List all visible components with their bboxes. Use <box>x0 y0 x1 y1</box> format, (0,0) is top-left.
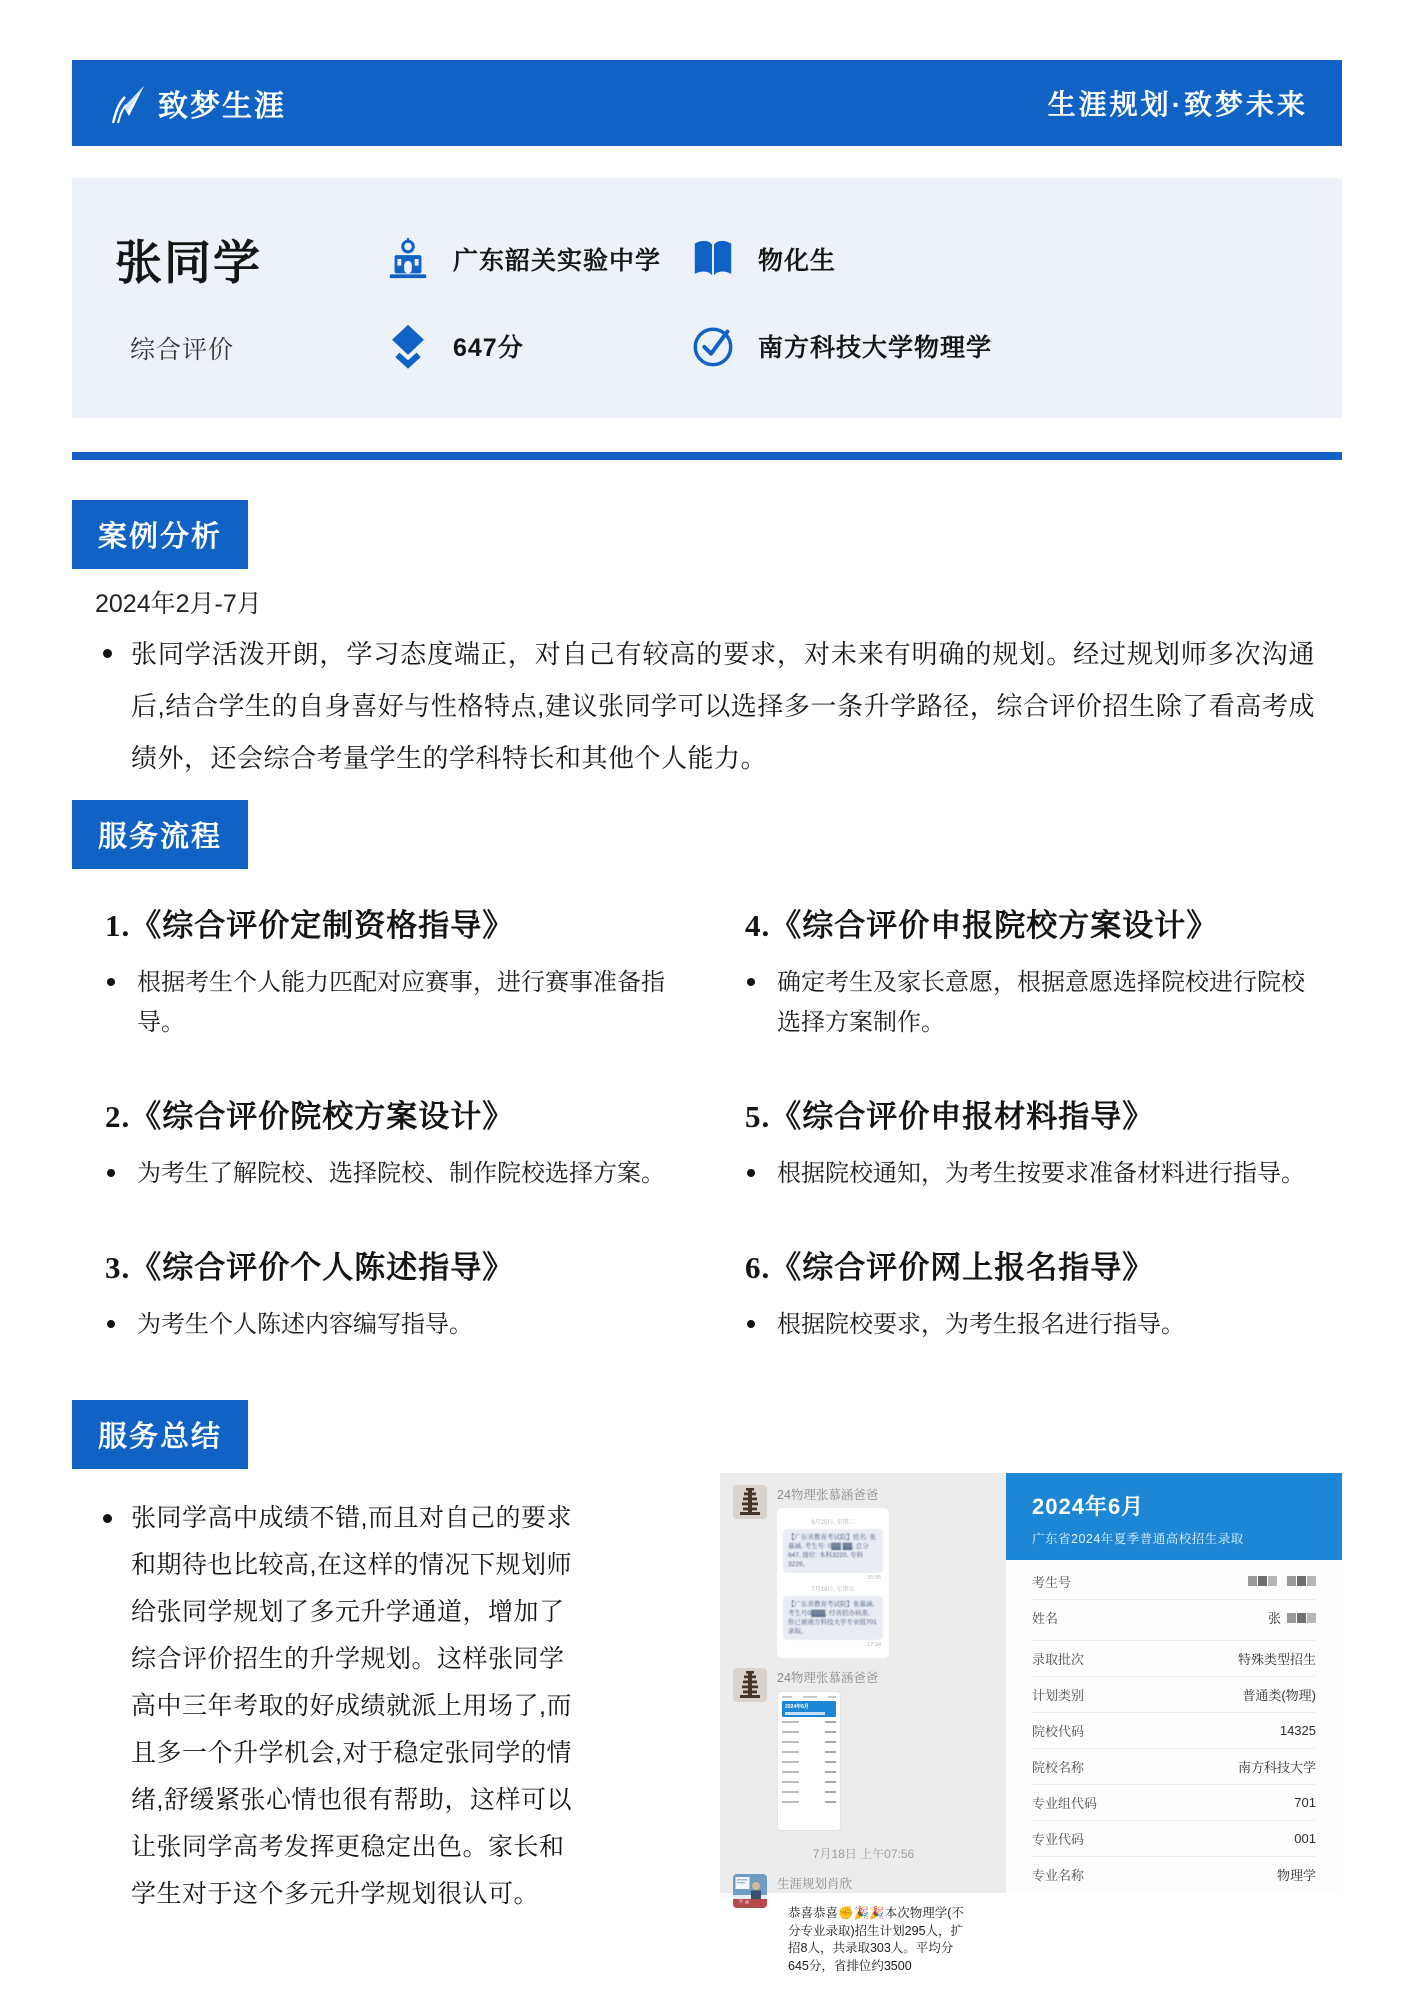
mini-row <box>782 1761 836 1764</box>
censored-value <box>1287 1576 1316 1586</box>
service-title: 4.《综合评价申报院校方案设计》 <box>745 908 1219 943</box>
service-title: 2.《综合评价院校方案设计》 <box>105 1099 515 1134</box>
mini-row <box>782 1741 836 1744</box>
bullet-dot <box>107 978 115 986</box>
row-value: 南方科技大学 <box>1237 1760 1316 1775</box>
mini-row <box>782 1791 836 1794</box>
admission-card-header <box>1006 1473 1342 1560</box>
bullet-dot <box>103 649 112 658</box>
service-desc-text: 根据院校要求，为考生报名进行指导。 <box>777 1311 1185 1338</box>
service-desc-text: 确定考生及家长意愿，根据意愿选择院校进行院校选择方案制作。 <box>777 969 1305 1036</box>
admission-month: 2024年6月 <box>1032 1494 1145 1519</box>
admission-record-card <box>1006 1473 1342 1893</box>
row-label: 院校代码 <box>1032 1724 1085 1739</box>
student-school: 广东韶关实验中学 <box>453 247 662 275</box>
service-item <box>95 1242 695 1345</box>
row-value: 普通类(物理) <box>1242 1688 1316 1703</box>
service-desc <box>95 1305 695 1345</box>
row-label: 专业组代码 <box>1032 1796 1098 1811</box>
score-badge-icon <box>385 323 431 369</box>
row-value: 张 <box>1268 1608 1316 1627</box>
service-title: 1.《综合评价定制资格指导》 <box>105 908 515 943</box>
row-value: 14325 <box>1279 1723 1316 1738</box>
table-row <box>1032 1676 1316 1712</box>
wechat-screenshot-panel <box>720 1473 1006 1973</box>
row-label: 录取批次 <box>1032 1652 1085 1667</box>
student-info-card <box>72 178 1342 418</box>
service-list <box>95 900 1345 1393</box>
case-analysis-paragraph <box>103 628 1315 784</box>
planner-avatar <box>733 1874 767 1908</box>
service-desc-text: 为考生个人陈述内容编写指导。 <box>137 1311 473 1338</box>
mini-banner <box>782 1701 836 1717</box>
section-heading-summary: 服务总结 <box>72 1400 248 1469</box>
info-item-school <box>385 233 661 285</box>
chat-bubble: 【广东省教育考试院】姓名: 张慕涵, 考生号: 0▓▓ ▓▓, 总分647, 排位: 本科3220, 专科3229。 <box>783 1529 883 1573</box>
bullet-dot <box>747 978 755 986</box>
mini-banner-subtitle <box>785 1712 825 1715</box>
section-heading-analysis: 案例分析 <box>72 500 248 569</box>
section-heading-process: 服务流程 <box>72 800 248 869</box>
student-track: 综合评价 <box>130 336 235 364</box>
bullet-dot <box>103 1514 112 1523</box>
chat-shot-card <box>777 1508 889 1658</box>
student-admission: 南方科技大学物理学 <box>758 334 993 362</box>
chat-date: 6月25日, 星期二 <box>811 1520 855 1526</box>
chat-date: 7月19日, 星期五 <box>811 1587 855 1593</box>
chat-contact-name: 24物理张慕涵爸爸 <box>777 1488 879 1502</box>
chat-bubble-time: 15:35 <box>867 1575 881 1581</box>
brand-name: 致梦生涯 <box>158 90 286 123</box>
service-desc <box>735 1154 1345 1194</box>
row-value <box>1242 1576 1316 1586</box>
mini-row <box>782 1751 836 1754</box>
school-icon <box>385 236 431 282</box>
service-desc <box>735 1305 1345 1345</box>
service-desc <box>735 963 1345 1043</box>
admission-mini-screenshot <box>777 1691 841 1831</box>
bullet-dot <box>107 1320 115 1328</box>
row-label: 专业名称 <box>1032 1868 1085 1883</box>
chat-message-group-1 <box>733 1485 994 1658</box>
info-item-admission <box>690 320 992 372</box>
row-label: 专业代码 <box>1032 1832 1085 1847</box>
chat-message-group-3 <box>733 1874 994 1983</box>
student-subjects: 物化生 <box>758 247 837 275</box>
check-circle-icon <box>690 323 736 369</box>
chat-bubble: 【广东省教育考试院】张慕涵, 考生号0▓▓▓, 经省招办核准, 你已被南方科技大学专业组701录取。 <box>783 1596 883 1640</box>
row-label: 姓名 <box>1032 1611 1059 1626</box>
table-row <box>1032 1748 1316 1784</box>
chat-timestamp: 7月18日 上午07:56 <box>812 1847 915 1861</box>
paper-plane-icon <box>106 81 150 125</box>
brand-logo <box>106 81 286 125</box>
table-row <box>1032 1856 1316 1892</box>
brand-slogan: 生涯规划·致梦未来 <box>1047 89 1308 120</box>
censored-value <box>1248 1576 1277 1586</box>
service-item <box>735 1242 1345 1345</box>
info-item-score <box>385 320 524 372</box>
service-item <box>735 1091 1345 1194</box>
congrats-message: 恭喜恭喜✊🎉🎉本次物理学(不分专业录取)招生计划295人，扩招8人，共录取303人。平均分645分，省排位约3500 <box>777 1897 983 1983</box>
blue-divider <box>72 452 1342 460</box>
table-row <box>1032 1599 1316 1635</box>
bullet-dot <box>107 1169 115 1177</box>
pagoda-avatar <box>733 1668 767 1702</box>
mini-row <box>782 1731 836 1734</box>
mini-row <box>782 1721 836 1724</box>
service-item <box>95 900 695 1043</box>
service-desc-text: 为考生了解院校、选择院校、制作院校选择方案。 <box>137 1160 665 1187</box>
case-analysis-text: 张同学活泼开朗，学习态度端正，对自己有较高的要求，对未来有明确的规划。经过规划师多次沟通后,结合学生的自身喜好与性格特点,建议张同学可以选择多一条升学路径，综合评价招生除了看高考成绩外，还会综合考量学生的学科特长和其他个人能力。 <box>131 639 1315 773</box>
row-value: 物理学 <box>1276 1868 1316 1883</box>
pagoda-avatar <box>733 1485 767 1519</box>
service-desc-text: 根据院校通知，为考生按要求准备材料进行指导。 <box>777 1160 1305 1187</box>
service-desc <box>95 963 695 1043</box>
summary-text: 张同学高中成绩不错,而且对自己的要求和期待也比较高,在这样的情况下规划师给张同学规划了多元升学通道，增加了综合评价招生的升学规划。这样张同学高中三年考取的好成绩就派上用场了,而且多一个升学机会,对于稳定张同学的情绪,舒缓紧张心情也很有帮助，这样可以让张同学高考发挥更稳定出色。家长和学生对于这个多元升学规划很认可。 <box>131 1504 572 1908</box>
row-label: 计划类别 <box>1032 1688 1085 1703</box>
row-label: 院校名称 <box>1032 1760 1085 1775</box>
mini-statusbar <box>782 1696 836 1698</box>
mini-row <box>782 1781 836 1784</box>
table-row <box>1032 1784 1316 1820</box>
row-value: 特殊类型招生 <box>1237 1652 1316 1667</box>
row-label: 考生号 <box>1032 1574 1072 1590</box>
admission-subtitle: 广东省2024年夏季普通高校招生录取 <box>1032 1532 1244 1546</box>
admission-rows <box>1006 1560 1342 1892</box>
summary-paragraph <box>103 1495 575 1918</box>
service-item <box>95 1091 695 1194</box>
chat-contact-name: 24物理张慕涵爸爸 <box>777 1671 879 1685</box>
mini-row <box>782 1771 836 1774</box>
row-value: 701 <box>1294 1795 1316 1810</box>
info-item-subjects <box>690 233 836 285</box>
service-desc-text: 根据考生个人能力匹配对应赛事，进行赛事准备指导。 <box>137 969 665 1036</box>
chat-bubble-time: 17:34 <box>867 1642 881 1648</box>
bullet-dot <box>747 1320 755 1328</box>
header-bar <box>72 60 1342 146</box>
bullet-dot <box>747 1169 755 1177</box>
table-row <box>1032 1820 1316 1856</box>
service-desc <box>95 1154 695 1194</box>
mini-row <box>782 1801 836 1804</box>
table-row <box>1032 1563 1316 1599</box>
mini-banner-title: 2024年6月 <box>785 1704 809 1710</box>
student-score: 647分 <box>453 334 524 362</box>
service-title: 5.《综合评价申报材料指导》 <box>745 1099 1155 1134</box>
service-title: 6.《综合评价网上报名指导》 <box>745 1250 1155 1285</box>
row-value: 001 <box>1294 1831 1316 1846</box>
book-icon <box>690 236 736 282</box>
table-row <box>1032 1712 1316 1748</box>
student-name: 张同学 <box>115 236 262 289</box>
service-item <box>735 900 1345 1043</box>
case-period: 2024年2月-7月 <box>95 590 262 618</box>
mini-rows <box>782 1721 836 1804</box>
table-row <box>1032 1640 1316 1676</box>
chat-contact-name: 生涯规划肖欣 <box>777 1877 853 1891</box>
chat-message-group-2 <box>733 1668 994 1831</box>
service-title: 3.《综合评价个人陈述指导》 <box>105 1250 515 1285</box>
censored-value <box>1287 1613 1316 1623</box>
